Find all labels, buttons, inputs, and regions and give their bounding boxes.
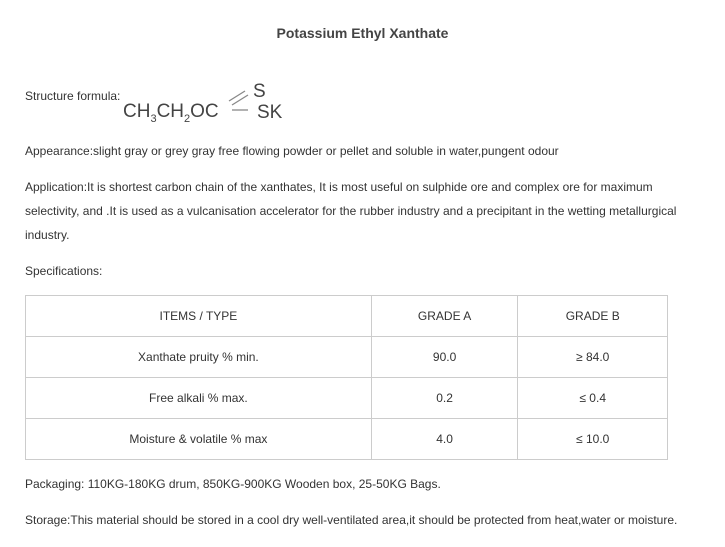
- table-cell-grade-a: 90.0: [371, 337, 518, 378]
- header-grade-b: GRADE B: [518, 296, 668, 337]
- table-cell-grade-a: 0.2: [371, 378, 518, 419]
- header-grade-a: GRADE A: [371, 296, 518, 337]
- appearance-text: Appearance:slight gray or grey gray free flowing powder or pellet and soluble in water,pungent odour: [25, 144, 559, 158]
- table-cell-item: Moisture & volatile % max: [26, 419, 372, 460]
- packaging-text: Packaging: 110KG-180KG drum, 850KG-900KG Wooden box, 25-50KG Bags.: [25, 477, 441, 491]
- table-cell-grade-b: ≤ 0.4: [518, 378, 668, 419]
- structure-formula-label: Structure formula:: [25, 89, 121, 103]
- storage-text: Storage:This material should be stored in a cool dry well-ventilated area,it should be protected from heat,water or moisture.: [25, 513, 678, 527]
- formula-main-text: $CH_3CH_2OC$: [123, 101, 219, 124]
- page-title: Potassium Ethyl Xanthate: [276, 25, 449, 41]
- table-cell-item: Free alkali % max.: [26, 378, 372, 419]
- double-bond-line-1: [229, 91, 245, 101]
- table-cell-item: Xanthate pruity % min.: [26, 337, 372, 378]
- table-header-row: [26, 296, 668, 337]
- table-row: [26, 419, 668, 460]
- application-text: Application:It is shortest carbon chain of the xanthates, It is most useful on sulphide ore and complex ore for maximum selectivity, and .It is used as a vulcanisation accelerator for the rubber industry and a precipitant in the wetting metallurgical industry.: [25, 180, 677, 242]
- table-row: [26, 337, 668, 378]
- table-cell-grade-a: 4.0: [371, 419, 518, 460]
- specifications-table: [25, 295, 668, 460]
- formula-s-text: S: [253, 81, 266, 102]
- table-row: [26, 378, 668, 419]
- structure-formula-diagram: [123, 74, 303, 124]
- table-cell-grade-b: ≤ 10.0: [518, 419, 668, 460]
- specifications-label: Specifications:: [25, 264, 103, 278]
- header-items-type: ITEMS / TYPE: [26, 296, 372, 337]
- table-cell-grade-b: ≥ 84.0: [518, 337, 668, 378]
- formula-sk-text: SK: [257, 102, 283, 123]
- double-bond-line-2: [232, 95, 248, 105]
